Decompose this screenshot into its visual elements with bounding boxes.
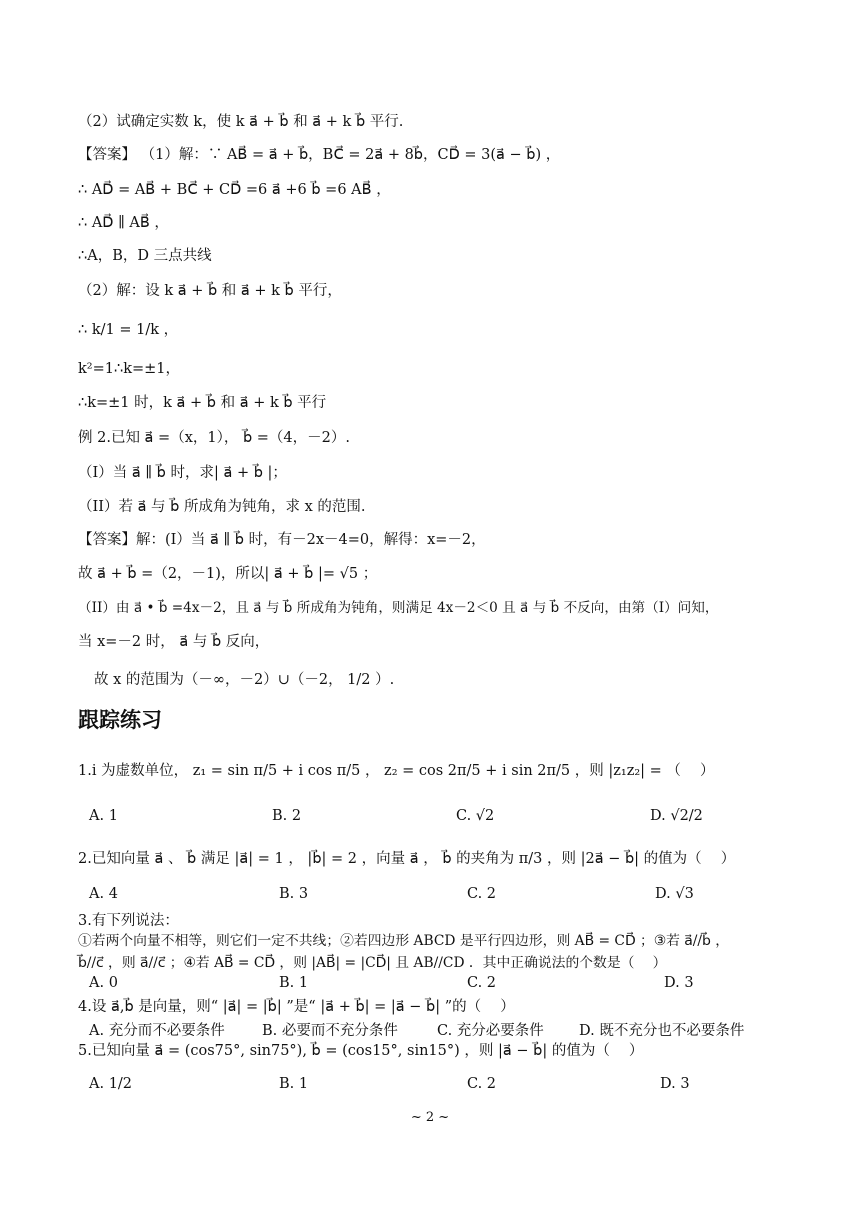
text-line: 当 x=－2 时， a⃗ 与 b⃗ 反向， xyxy=(78,634,270,650)
question-1-stem: 1.i 为虚数单位， z₁ = sin π/5 + i cos π/5 ， z₂ = cos 2π/5 + i sin 2π/5 ，则 |z₁z₂| = （ ） xyxy=(78,763,715,779)
question-4-option-b: B. 必要而不充分条件 xyxy=(262,1023,398,1039)
question-2-option-d: D. √3 xyxy=(655,886,694,902)
example-title: 例 2.已知 a⃗ =（x，1）， b⃗ =（4，－2）. xyxy=(78,430,350,446)
question-1-option-c: C. √2 xyxy=(456,808,495,824)
question-1-option-d: D. √2/2 xyxy=(650,808,703,824)
question-2-option-c: C. 2 xyxy=(467,886,497,902)
question-4-option-c: C. 充分必要条件 xyxy=(437,1023,544,1039)
text-line: （I）当 a⃗ ∥ b⃗ 时，求| a⃗ + b⃗ |； xyxy=(78,465,287,481)
question-3-stem: 3.有下列说法： xyxy=(78,913,179,929)
text-line: 故 x 的范围为（－∞，－2）∪（－2， 1/2 ）. xyxy=(94,672,395,688)
question-1-option-a: A. 1 xyxy=(89,808,118,824)
answer-line: 【答案】解：(I）当 a⃗ ∥ b⃗ 时，有－2x－4=0，解得：x=－2， xyxy=(78,532,486,548)
question-3-option-b: B. 1 xyxy=(279,975,309,991)
question-2-option-a: A. 4 xyxy=(89,886,118,902)
text-line: （II）若 a⃗ 与 b⃗ 所成角为钝角，求 x 的范围. xyxy=(78,499,366,515)
question-3-stem: ①若两个向量不相等，则它们一定不共线；②若四边形 ABCD 是平行四边形，则 AB⃗ = CD⃗ ；③若 a⃗//b⃗ ， xyxy=(78,933,729,949)
text-line: （2）解：设 k a⃗ + b⃗ 和 a⃗ + k b⃗ 平行， xyxy=(78,283,342,299)
question-3-option-c: C. 2 xyxy=(467,975,497,991)
question-4-option-d: D. 既不充分也不必要条件 xyxy=(579,1023,745,1039)
question-5-option-a: A. 1/2 xyxy=(89,1076,133,1092)
section-heading: 跟踪练习 xyxy=(78,708,162,732)
text-line: ∴ AD⃗ ∥ AB⃗ ， xyxy=(78,215,169,231)
question-2-option-b: B. 3 xyxy=(279,886,309,902)
question-2-stem: 2.已知向量 a⃗ 、 b⃗ 满足 |a⃗| = 1 ， |b⃗| = 2 ，向量 a⃗ ， b⃗ 的夹角为 π/3 ，则 |2a⃗ − b⃗| 的值为（ ） xyxy=(78,851,736,867)
text-line: 故 a⃗ + b⃗ =（2，－1)，所以| a⃗ + b⃗ |= √5 ； xyxy=(78,566,378,582)
answer-line: 【答案】 （1）解：∵ AB⃗ = a⃗ + b⃗，BC⃗ = 2a⃗ + 8b⃗，CD⃗ = 3(a⃗ − b⃗) ， xyxy=(78,147,561,163)
text-line: ∴k=±1 时，k a⃗ + b⃗ 和 a⃗ + k b⃗ 平行 xyxy=(78,395,327,411)
question-4-option-a: A. 充分而不必要条件 xyxy=(89,1023,225,1039)
question-1-option-b: B. 2 xyxy=(272,808,302,824)
text-line: ∴ AD⃗ = AB⃗ + BC⃗ + CD⃗ =6 a⃗ +6 b⃗ =6 AB⃗ ， xyxy=(78,182,391,198)
text-line: ∴A，B，D 三点共线 xyxy=(78,248,212,264)
question-5-stem: 5.已知向量 a⃗ = (cos75°, sin75°), b⃗ = (cos15°, sin15°) ，则 |a⃗ − b⃗| 的值为（ ） xyxy=(78,1043,644,1059)
text-line: ∴ k/1 = 1/k ， xyxy=(78,322,179,338)
question-3-stem: b⃗//c⃗ ，则 a⃗//c⃗ ；④若 AB⃗ = CD⃗ ，则 |AB⃗| = |CD⃗| 且 AB//CD ．其中正确说法的个数是（ ） xyxy=(78,955,667,971)
text-line: （II）由 a⃗ • b⃗ =4x－2，且 a⃗ 与 b⃗ 所成角为钝角，则满足 4x－2＜0 且 a⃗ 与 b⃗ 不反向，由第（I）问知， xyxy=(78,600,719,616)
question-4-stem: 4.设 a⃗,b⃗ 是向量，则“ |a⃗| = |b⃗| ”是“ |a⃗ + b⃗| = |a⃗ − b⃗| ”的（ ） xyxy=(78,999,515,1015)
question-3-option-a: A. 0 xyxy=(89,975,118,991)
question-5-option-c: C. 2 xyxy=(467,1076,497,1092)
page-number: ~ 2 ~ xyxy=(410,1110,450,1125)
question-3-option-d: D. 3 xyxy=(664,975,694,991)
question-5-option-d: D. 3 xyxy=(660,1076,690,1092)
text-line: k²=1∴k=±1， xyxy=(78,361,181,377)
question-5-option-b: B. 1 xyxy=(279,1076,309,1092)
text-line: （2）试确定实数 k，使 k a⃗ + b⃗ 和 a⃗ + k b⃗ 平行. xyxy=(78,114,404,130)
